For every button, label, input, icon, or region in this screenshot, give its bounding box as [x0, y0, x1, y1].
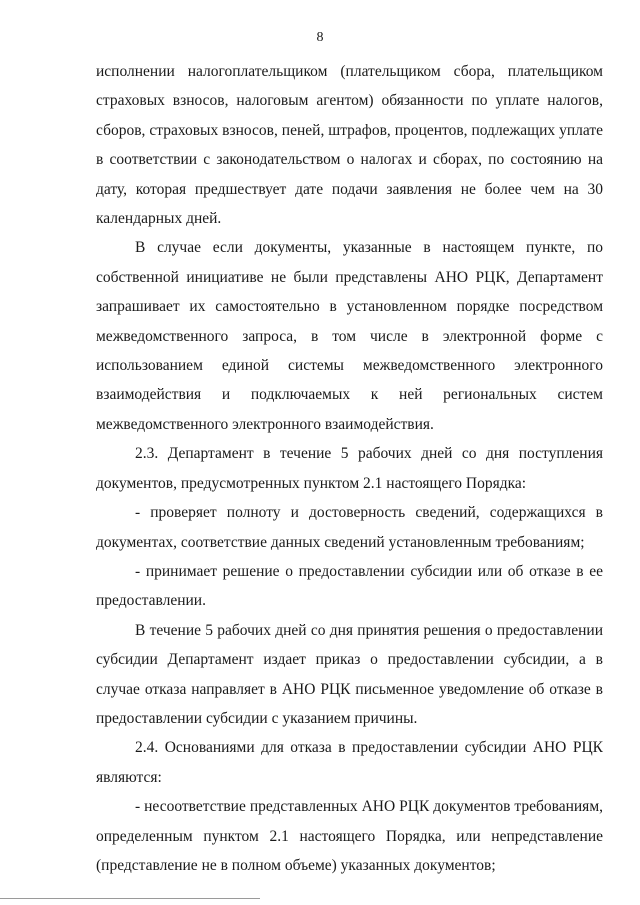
document-body: [96, 57, 603, 880]
paragraph-interagency-request: В случае если документы, указанные в настоящем пункте, по собственной инициативе не были представлены АНО РЦК, Департамент запрашивает их самостоятельно в установленном порядке посредством межведомственного запроса, в том числе в электронной форме с использованием единой системы межведомственного электронного взаимодействия и подключаемых к ней региональных систем межведомственного электронного взаимодействия.: [96, 239, 603, 433]
paragraph-2-3-review-intro: 2.3. Департамент в течение 5 рабочих дней со дня поступления документов, предусмотренных пунктом 2.1 настоящего Порядка:: [96, 445, 603, 492]
paragraph-2-4-refusal-grounds: 2.4. Основаниями для отказа в предоставлении субсидии АНО РЦК являются:: [96, 739, 603, 786]
paragraph-tax-obligation-continuation: исполнении налогоплательщиком (плательщиком сбора, плательщиком страховых взносов, налоговым агентом) обязанности по уплате налогов, сборов, страховых взносов, пеней, штрафов, процентов, подлежащих уплате в соответствии с законодательством о налогах и сборах, по состоянию на дату, которая предшествует дате подачи заявления не более чем на 30 календарных дней.: [96, 63, 603, 228]
paragraph-order-issuance: В течение 5 рабочих дней со дня принятия решения о предоставлении субсидии Департамент издает приказ о предоставлении субсидии, а в случае отказа направляет в АНО РЦК письменное уведомление об отказе в предоставлении субсидии с указанием причины.: [96, 621, 603, 727]
page-number: 8: [316, 30, 324, 45]
list-item-decision: - принимает решение о предоставлении субсидии или об отказе в ее предоставлении.: [96, 562, 603, 610]
list-item-nonconformity: - несоответствие представленных АНО РЦК документов требованиям, определенным пунктом 2.1 настоящего Порядка, или непредставление (представление не в полном объеме) указанных документов;: [96, 798, 603, 874]
list-item-verify-completeness: - проверяет полноту и достоверность сведений, содержащихся в документах, соответствие данных сведений установленным требованиям;: [96, 504, 603, 551]
footer-divider: [0, 898, 260, 899]
